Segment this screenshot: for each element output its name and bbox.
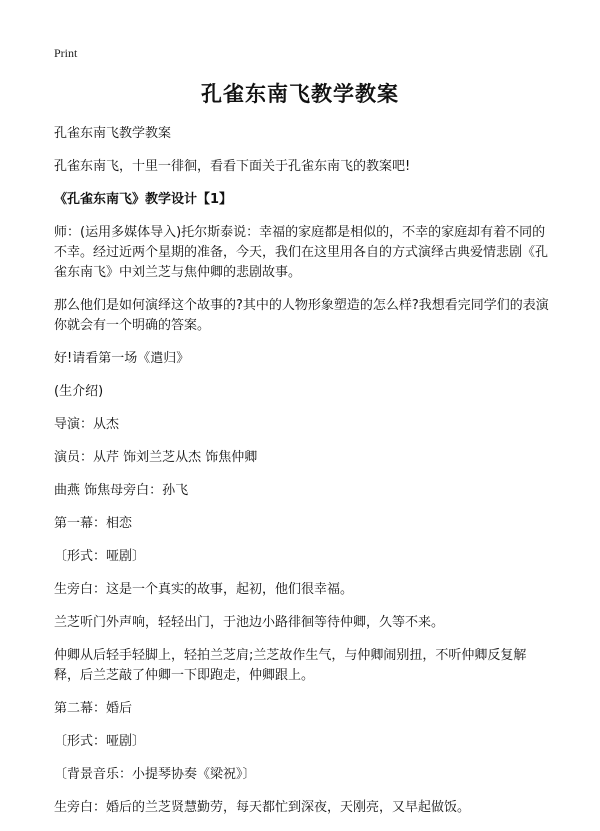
document-title: 孔雀东南飞教学教案 <box>201 82 399 106</box>
paragraph-lanzhi-waits: 兰芝听门外声响，轻轻出门，于池边小路徘徊等待仲卿，久等不来。 <box>54 615 445 630</box>
paragraph-form-one: 〔形式：哑剧〕 <box>54 549 146 564</box>
paragraph-actors: 演员：从芹 饰刘兰芝从杰 饰焦仲卿 <box>54 450 258 465</box>
paragraph-subtitle: 孔雀东南飞教学教案 <box>54 126 172 141</box>
paragraph-narration-one: 生旁白：这是一个真实的故事，起初，他们很幸福。 <box>54 582 354 597</box>
paragraph-intro: 孔雀东南飞，十里一徘徊，看看下面关于孔雀东南飞的教案吧! <box>54 159 411 174</box>
print-label: Print <box>54 46 78 60</box>
paragraph-act-one: 第一幕：相恋 <box>54 516 133 531</box>
paragraph-teacher-intro: 师：(运用多媒体导入)托尔斯泰说：幸福的家庭都是相似的，不幸的家庭却有着不同的不幸。经过近两个星期的准备，今天，我们在这里用各自的方式演绎古典爱情悲剧《孔雀东南飞》中刘兰芝与焦仲卿的悲剧故事。 <box>54 225 549 280</box>
section-heading: 《孔雀东南飞》教学设计【1】 <box>54 192 233 207</box>
paragraph-student-intro: (生介绍) <box>54 384 104 399</box>
paragraph-cast-narrator: 曲燕 饰焦母旁白：孙飞 <box>54 483 189 498</box>
paragraph-act-two: 第二幕：婚后 <box>54 701 133 716</box>
paragraph-form-two: 〔形式：哑剧〕 <box>54 734 146 749</box>
paragraph-zhongqing-arrives: 仲卿从后轻手轻脚上，轻拍兰芝肩;兰芝故作生气，与仲卿闹别扭，不听仲卿反复解释，后兰芝敲了仲卿一下即跑走，仲卿跟上。 <box>54 648 527 683</box>
document-body <box>54 124 549 831</box>
paragraph-scene-one: 好!请看第一场《遣归》 <box>54 351 190 366</box>
paragraph-director: 导演：从杰 <box>54 417 120 432</box>
paragraph-background-music: 〔背景音乐：小提琴协奏《梁祝》〕 <box>54 767 256 782</box>
paragraph-narration-two: 生旁白：婚后的兰芝贤慧勤劳，每天都忙到深夜，天刚亮，又早起做饭。 <box>54 800 471 815</box>
paragraph-question: 那么他们是如何演绎这个故事的?其中的人物形象塑造的怎么样?我想看完同学们的表演你就会有一个明确的答案。 <box>54 298 549 333</box>
